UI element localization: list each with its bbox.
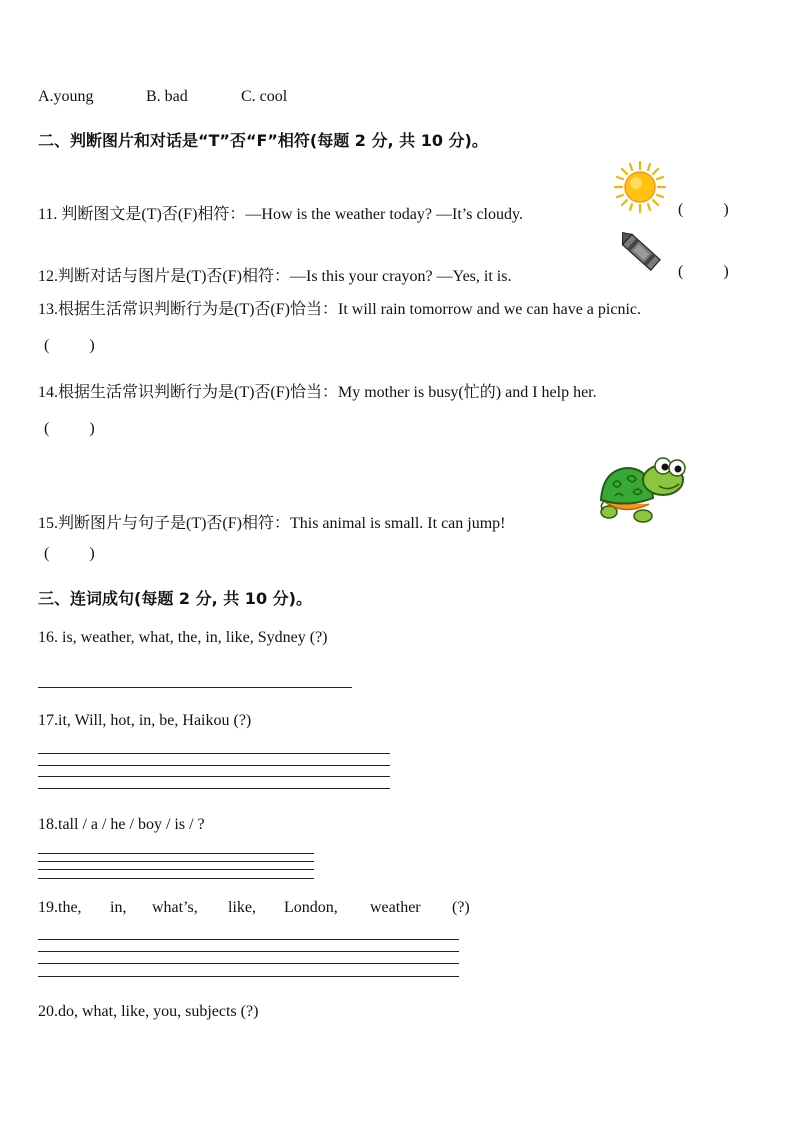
answer-paren-11[interactable]: ( ) bbox=[678, 201, 729, 218]
section-3-heading: 三、连词成句(每题 2 分, 共 10 分)。 bbox=[38, 589, 312, 608]
question-13: 13.根据生活常识判断行为是(T)否(F)恰当：It will rain tomorrow and we can have a picnic. bbox=[38, 301, 641, 318]
answer-paren-14[interactable]: ( ) bbox=[44, 420, 95, 437]
answer-line-18a[interactable] bbox=[38, 853, 314, 854]
option-b: B. bad bbox=[146, 88, 188, 105]
question-12: 12.判断对话与图片是(T)否(F)相符：—Is this your crayon? —Yes, it is. bbox=[38, 268, 512, 285]
option-a: A.young bbox=[38, 88, 94, 105]
question-19-word-3: what’s, bbox=[152, 899, 198, 916]
question-20: 20.do, what, like, you, subjects (?) bbox=[38, 1003, 259, 1020]
answer-line-19d[interactable] bbox=[38, 976, 459, 977]
question-11: 11. 判断图文是(T)否(F)相符：—How is the weather today? —It’s cloudy. bbox=[38, 206, 523, 223]
question-19-word-7: (?) bbox=[452, 899, 470, 916]
question-19-word-5: London, bbox=[284, 899, 338, 916]
section-2-heading: 二、判断图片和对话是“T”否“F”相符(每题 2 分, 共 10 分)。 bbox=[38, 131, 488, 150]
answer-line-17b[interactable] bbox=[38, 765, 390, 766]
question-19-word-6: weather bbox=[370, 899, 421, 916]
answer-paren-12[interactable]: ( ) bbox=[678, 263, 729, 280]
question-19-word-2: in, bbox=[110, 899, 127, 916]
question-18: 18.tall / a / he / boy / is / ? bbox=[38, 816, 205, 833]
crayon-icon bbox=[608, 223, 666, 279]
question-19-word-1: 19.the, bbox=[38, 899, 82, 916]
sun-icon bbox=[613, 160, 667, 214]
answer-line-18b[interactable] bbox=[38, 861, 314, 862]
question-15: 15.判断图片与句子是(T)否(F)相符：This animal is small. It can jump! bbox=[38, 515, 506, 532]
question-17: 17.it, Will, hot, in, be, Haikou (?) bbox=[38, 712, 252, 729]
question-14: 14.根据生活常识判断行为是(T)否(F)恰当：My mother is busy(忙的) and I help her. bbox=[38, 384, 597, 401]
answer-line-18d[interactable] bbox=[38, 878, 314, 879]
answer-paren-13[interactable]: ( ) bbox=[44, 337, 95, 354]
answer-line-19a[interactable] bbox=[38, 939, 459, 940]
option-c: C. cool bbox=[241, 88, 288, 105]
question-16: 16. is, weather, what, the, in, like, Sydney (?) bbox=[38, 629, 328, 646]
answer-line-18c[interactable] bbox=[38, 869, 314, 870]
answer-line-19c[interactable] bbox=[38, 963, 459, 964]
answer-line-17a[interactable] bbox=[38, 753, 390, 754]
answer-line-16[interactable] bbox=[38, 687, 352, 688]
answer-line-19b[interactable] bbox=[38, 951, 459, 952]
question-19-word-4: like, bbox=[228, 899, 256, 916]
answer-paren-15[interactable]: ( ) bbox=[44, 545, 95, 562]
answer-line-17d[interactable] bbox=[38, 788, 390, 789]
turtle-icon bbox=[597, 454, 689, 526]
answer-line-17c[interactable] bbox=[38, 776, 390, 777]
